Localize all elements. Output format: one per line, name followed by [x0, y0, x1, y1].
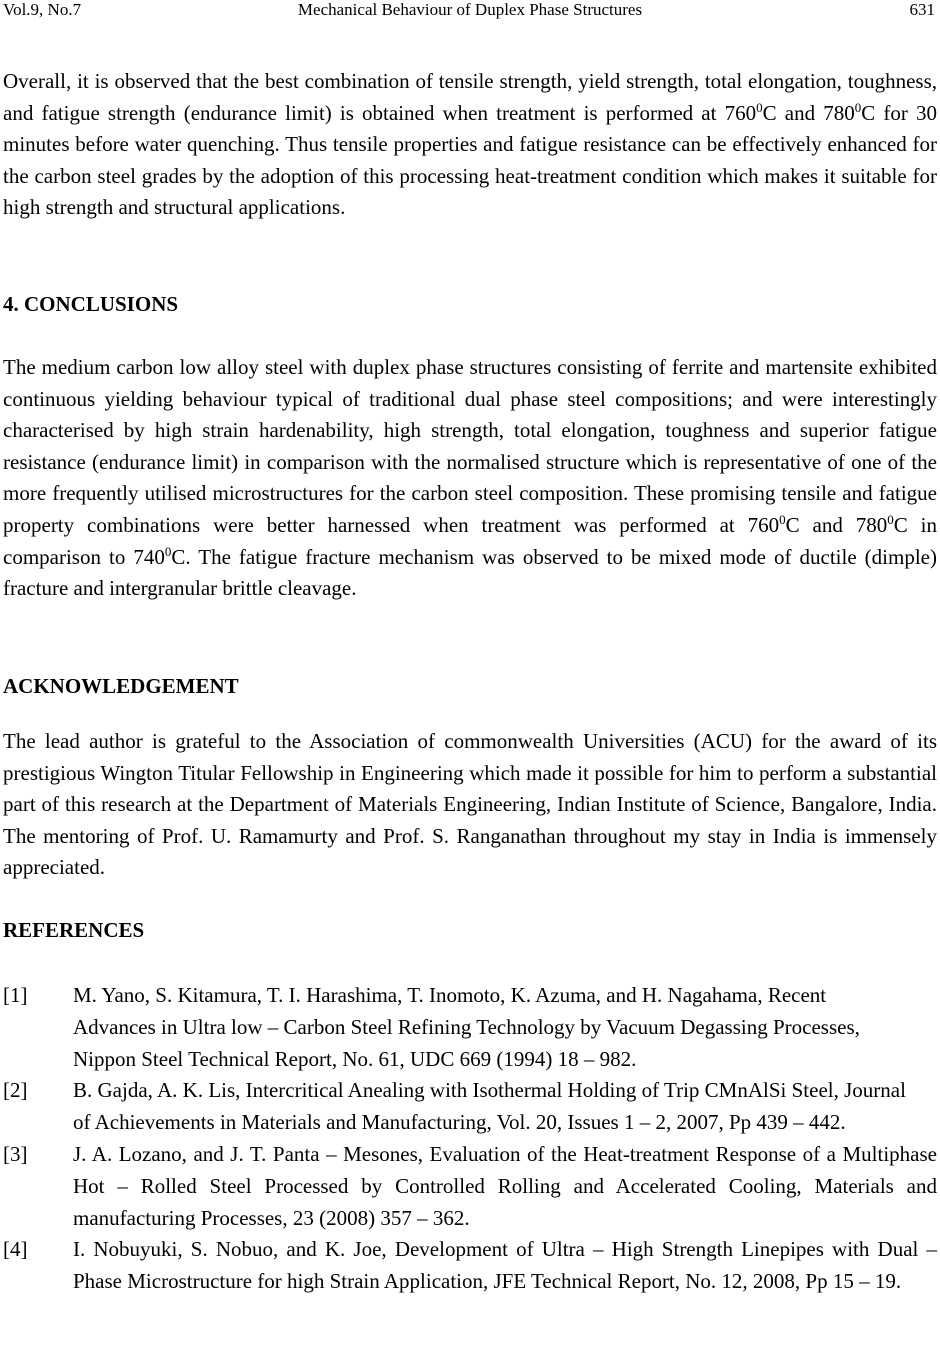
- conclusions-text-4: C. The fatigue fracture mechanism was observed to be mixed mode of ductile (dimple) fracture and intergranular brittle cleavage.: [3, 544, 937, 601]
- references-heading: REFERENCES: [3, 918, 145, 942]
- reference-item: [3, 980, 937, 1075]
- reference-number: [2]: [3, 1078, 28, 1103]
- reference-item: [3, 1234, 937, 1298]
- reference-text: I. Nobuyuki, S. Nobuo, and K. Joe, Development of Ultra – High Strength Linepipes with Dual – Phase Microstructure for high Strain Application, JFE Technical Report, No. 12, 2008, Pp 15 – 19.: [73, 1237, 937, 1294]
- reference-text: M. Yano, S. Kitamura, T. I. Harashima, T. Inomoto, K. Azuma, and H. Nagahama, Recent Advances in Ultra low – Carbon Steel Refining Technology by Vacuum Degassing Processes, Nippon Steel Technical Report, No. 61, UDC 669 (1994) 18 – 982.: [73, 983, 860, 1071]
- reference-text: B. Gajda, A. K. Lis, Intercritical Anealing with Isothermal Holding of Trip CMnAlSi Steel, Journal of Achievements in Materials and Manufacturing, Vol. 20, Issues 1 – 2, 2007, Pp 439 – 442.: [73, 1078, 906, 1135]
- reference-item: [3, 1139, 937, 1234]
- conclusions-text-2: C and 780: [785, 512, 888, 537]
- page-number: 631: [909, 0, 935, 19]
- reference-text: J. A. Lozano, and J. T. Panta – Mesones, Evaluation of the Heat-treatment Response of a Multiphase Hot – Rolled Steel Processed by Controlled Rolling and Accelerated Cooling, Materials and manufacturing Processes, 23 (2008) 357 – 362.: [73, 1141, 937, 1230]
- intro-text-3: C for 30 minutes before water quenching. Thus tensile properties and fatigue resistance can be effectively enhanced for the carbon steel grades by the adoption of this processing heat-treatment condition which makes it suitable for high strength and structural applications.: [3, 100, 937, 220]
- degree-superscript: 0: [756, 99, 763, 115]
- reference-item: [3, 1075, 937, 1139]
- acknowledgement-heading: ACKNOWLEDGEMENT: [3, 674, 239, 698]
- degree-superscript: 0: [887, 511, 894, 527]
- conclusions-heading: 4. CONCLUSIONS: [3, 292, 179, 316]
- conclusions-paragraph: [3, 352, 937, 605]
- acknowledgement-paragraph: The lead author is grateful to the Association of commonwealth Universities (ACU) for the award of its prestigious Wington Titular Fellowship in Engineering which made it possible for him to perform a substantial part of this research at the Department of Materials Engineering, Indian Institute of Science, Bangalore, India. The mentoring of Prof. U. Ramamurty and Prof. S. Ranganathan throughout my stay in India is immensely appreciated.: [3, 729, 937, 880]
- intro-text-2: C and 780: [762, 100, 855, 125]
- degree-superscript: 0: [779, 511, 786, 527]
- reference-number: [3]: [3, 1141, 28, 1166]
- reference-number: [1]: [3, 983, 28, 1007]
- degree-superscript: 0: [164, 543, 172, 559]
- running-header: [3, 0, 937, 21]
- conclusions-text-1: The medium carbon low alloy steel with duplex phase structures consisting of ferrite and martensite exhibited continuous yielding behaviour typical of traditional dual phase steel compositions; and were interestingly characterised by high strain hardenability, high strength, total elongation, toughness and superior fatigue resistance (endurance limit) in comparison with the normalised structure which is representative of one of the more frequently utilised microstructures for the carbon steel composition. These promising tensile and fatigue property combinations were better harnessed when treatment was performed at 760: [3, 355, 937, 537]
- intro-paragraph: [3, 66, 937, 224]
- running-title: Mechanical Behaviour of Duplex Phase Structures: [297, 0, 643, 19]
- reference-list: [3, 980, 937, 1298]
- intro-text-1: Overall, it is observed that the best combination of tensile strength, yield strength, total elongation, toughness, and fatigue strength (endurance limit) is obtained when treatment is performed at 760: [3, 69, 937, 125]
- degree-superscript: 0: [854, 99, 862, 115]
- journal-volume: Vol.9, No.7: [3, 0, 82, 19]
- conclusions-text-3: C in comparison to 740: [3, 512, 937, 569]
- reference-number: [4]: [3, 1237, 28, 1262]
